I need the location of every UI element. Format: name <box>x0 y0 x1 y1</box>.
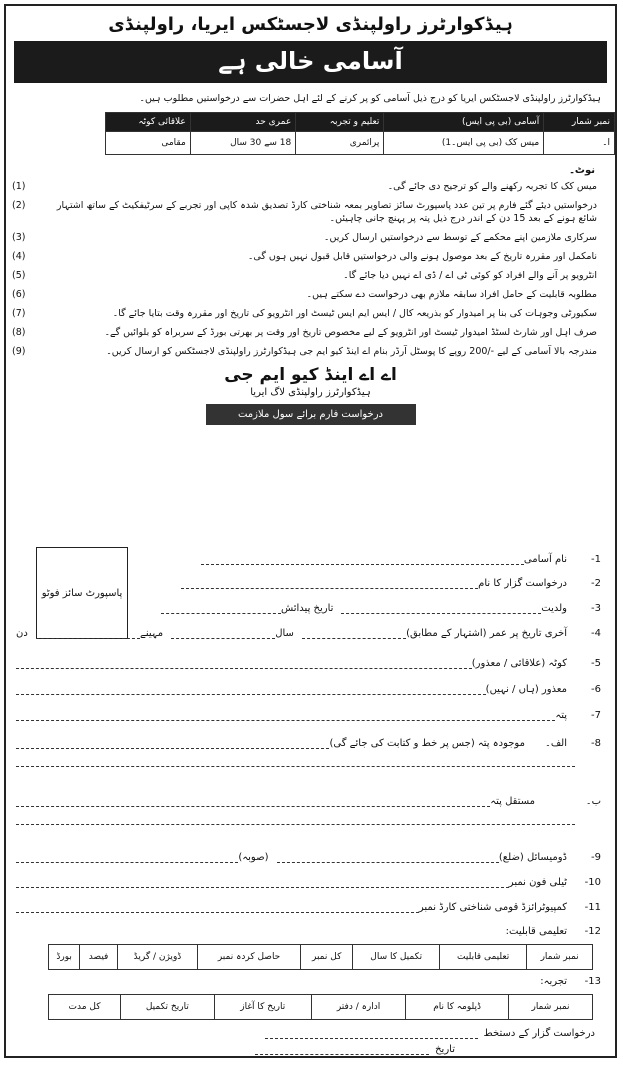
field-extra-label: تاریخ پیدائش <box>281 603 334 614</box>
field-month-label: مہینے <box>139 628 164 639</box>
education-col-header: نمبر شمار <box>527 945 593 970</box>
field-permanent-address <box>16 796 601 807</box>
vacancy-banner: آسامی خالی ہے <box>14 41 607 83</box>
note-text: نامکمل اور مقررہ تاریخ کے بعد موصول ہونے والی درخواستیں قابل قبول نہیں ہوں گی۔ <box>247 251 597 262</box>
field-age <box>16 628 601 639</box>
field-year-label: سال <box>275 628 294 639</box>
field-number: -4 <box>591 628 601 639</box>
post-cell: پرائمری <box>296 132 384 155</box>
experience-col-header: تاریخ کا آغاز <box>214 995 311 1020</box>
note-text: مطلوبہ قابلیت کے حامل افراد سابقہ ملازم بھی درخواست دے سکتے ہیں۔ <box>306 289 597 300</box>
field-number: -2 <box>591 578 601 589</box>
field-input-line[interactable] <box>302 628 406 639</box>
field-number: -11 <box>584 902 601 913</box>
header-title: ہیڈکوارٹرز راولپنڈی لاجسٹکس ایریا، راولپنڈی <box>108 14 513 35</box>
field-label: نام آسامی <box>523 554 567 565</box>
org-title: اے اے اینڈ کیو ایم جی <box>224 365 397 385</box>
field-day-label: دن <box>16 628 28 639</box>
field-input-line[interactable] <box>181 578 478 589</box>
experience-col-header: ادارہ / دفتر <box>311 995 405 1020</box>
field-label: کوٹہ (علاقائی / معذور) <box>471 658 567 669</box>
note-number: (1) <box>12 181 26 192</box>
advertisement-page <box>4 4 617 1058</box>
note-item <box>6 250 615 263</box>
field-label: پتہ <box>555 710 567 721</box>
field-number: -3 <box>591 603 601 614</box>
experience-col-header: کل مدت <box>49 995 121 1020</box>
note-item <box>6 345 615 358</box>
field-number: -1 <box>591 554 601 565</box>
note-text: صرف اہل اور شارٹ لسٹڈ امیدوار ٹیسٹ اور انٹرویو کے لیے مخصوص تاریخ اور وقت پر بھرتی بورڈ کے سربراہ کو بلوائیں گے۔ <box>104 327 597 338</box>
field-label: معذور (ہاں / نہیں) <box>485 684 567 695</box>
field-input-line[interactable] <box>36 628 140 639</box>
post-cell: مقامی <box>106 132 191 155</box>
field-permanent-address-line2 <box>16 814 601 825</box>
experience-table <box>48 994 593 1020</box>
field-domicile <box>16 852 601 863</box>
field-number: -7 <box>591 710 601 721</box>
education-col-header: حاصل کردہ نمبر <box>198 945 301 970</box>
note-item <box>6 288 615 301</box>
post-cell: ا۔ <box>544 132 615 155</box>
intro-text: ہیڈکوارٹرز راولپنڈی لاجسٹکس ایریا کو درج ذیل آسامی کو پر کرنے کے لئے اہل حضرات سے درخواستیں مطلوب ہیں۔ <box>139 93 601 104</box>
field-number: -8 <box>591 738 601 749</box>
post-col-header: نمبر شمار <box>544 113 615 132</box>
field-current-address <box>16 738 601 749</box>
note-item <box>6 231 615 244</box>
education-col-header: کل نمبر <box>300 945 352 970</box>
field-number: -5 <box>591 658 601 669</box>
field-input-line[interactable] <box>16 902 419 913</box>
field-cnic <box>16 902 601 913</box>
field-number: -10 <box>584 877 601 888</box>
field-number: -6 <box>591 684 601 695</box>
field-number: -13 <box>584 976 601 987</box>
field-input-line[interactable] <box>277 852 499 863</box>
post-table <box>105 112 615 155</box>
field-education-label <box>16 926 601 937</box>
org-subtitle: ہیڈکوارٹرز راولپنڈی لاگ ایریا <box>250 387 371 398</box>
education-col-header: فیصد <box>80 945 117 970</box>
note-number: (5) <box>12 270 26 281</box>
note-text: مندرجہ بالا آسامی کے لیے -/200 روپے کا پوسٹل آرڈر بنام اے اینڈ کیو ایم جی ہیڈکوارٹرز راولپنڈی لاجسٹکس کو ارسال کریں۔ <box>106 346 597 357</box>
note-text: میس کک کا تجربہ رکھنے والے کو ترجیح دی جائے گی۔ <box>387 181 597 192</box>
field-post-name <box>201 554 601 565</box>
note-number: (3) <box>12 232 26 243</box>
field-label: ڈومیسائل (ضلع) <box>498 852 567 863</box>
field-input-line[interactable] <box>16 877 509 888</box>
note-item <box>6 307 615 320</box>
field-number: ب۔ <box>585 796 601 807</box>
field-input-line[interactable] <box>171 628 275 639</box>
experience-col-header: نمبر شمار <box>509 995 593 1020</box>
field-label: درخواست گزار کا نام <box>478 578 567 589</box>
field-label: آخری تاریخ پر عمر (اشتہار کے مطابق) <box>406 628 567 639</box>
signature-date <box>255 1044 455 1055</box>
note-text: انٹرویو پر آنے والے افراد کو کوئی ٹی اے / ڈی اے نہیں دیا جائے گا۔ <box>343 270 597 281</box>
field-extra-label: (صوبہ) <box>238 852 269 863</box>
field-label: الف۔ <box>544 738 567 749</box>
post-col-header: عمری حد <box>190 113 295 132</box>
notes-list <box>6 180 615 358</box>
note-text: درخواستیں دیئے گئے فارم پر تین عدد پاسپورٹ سائز تصاویر بمعہ شناختی کارڈ تصدیق شدہ کاپی اور تجربے کے سرٹیفکیٹ کے ساتھ اشتہار شائع ہونے کے بعد 15 دن کے اندر درج ذیل پتہ پر پہنچ جانی چاہیئں۔ <box>56 200 597 224</box>
note-number: (6) <box>12 289 26 300</box>
field-sub-label: موجودہ پتہ (جس پر خط و کتابت کی جائے گی) <box>329 738 525 749</box>
note-text: سکیورٹی وجوہات کی بنا پر امیدوار کو بذریعہ کال / ایس ایم ایس ٹیسٹ اور انٹرویو کی تاریخ اور مقررہ وقت بتایا جائے گا۔ <box>112 308 597 319</box>
post-col-header: تعلیم و تجربہ <box>296 113 384 132</box>
applicant-signature <box>265 1028 595 1039</box>
field-number: -12 <box>584 926 601 937</box>
field-label: مستقل پتہ <box>490 796 535 807</box>
education-table-header <box>49 945 593 970</box>
note-number: (2) <box>12 200 26 211</box>
note-number: (9) <box>12 346 26 357</box>
experience-table-header <box>49 995 593 1020</box>
experience-col-header: ڈپلومہ کا نام <box>406 995 509 1020</box>
field-label: کمپیوٹرائزڈ قومی شناختی کارڈ نمبر <box>418 902 567 913</box>
note-item <box>6 326 615 339</box>
field-input-line[interactable] <box>16 756 575 767</box>
field-number: -9 <box>591 852 601 863</box>
field-input-line[interactable] <box>161 603 281 614</box>
education-col-header: ڈویژن / گریڈ <box>117 945 197 970</box>
note-item <box>6 199 615 225</box>
note-number: (7) <box>12 308 26 319</box>
field-applicant-name <box>181 578 601 589</box>
field-input-line[interactable] <box>16 796 490 807</box>
field-label: ولدیت <box>541 603 567 614</box>
field-input-line[interactable] <box>16 710 555 721</box>
education-col-header: تعلیمی قابلیت <box>440 945 527 970</box>
note-item <box>6 269 615 282</box>
field-input-line[interactable] <box>16 814 575 825</box>
date-line[interactable] <box>255 1044 429 1055</box>
note-number: (4) <box>12 251 26 262</box>
field-label: ٹیلی فون نمبر <box>508 877 567 888</box>
note-item <box>6 180 615 193</box>
field-experience-label <box>16 976 601 987</box>
field-label: تعلیمی قابلیت: <box>505 926 567 937</box>
field-address <box>16 710 601 721</box>
education-table <box>48 944 593 970</box>
form-title: درخواست فارم برائے سول ملازمت <box>206 404 416 425</box>
field-disabled <box>16 684 601 695</box>
field-input-line[interactable] <box>16 658 472 669</box>
date-label: تاریخ <box>435 1044 455 1055</box>
note-number: (8) <box>12 327 26 338</box>
post-col-header: علاقائی کوٹہ <box>106 113 191 132</box>
note-text: سرکاری ملازمین اپنے محکمے کے توسط سے درخواستیں ارسال کریں۔ <box>323 232 597 243</box>
field-input-line[interactable] <box>16 684 486 695</box>
education-col-header: تکمیل کا سال <box>353 945 440 970</box>
notes-title: نوٹ۔ <box>569 165 595 176</box>
signature-line[interactable] <box>265 1028 478 1039</box>
post-cell: میس کک (بی پی ایس۔1) <box>384 132 544 155</box>
field-phone <box>16 877 601 888</box>
photo-box: پاسپورٹ سائز فوٹو <box>36 547 128 639</box>
field-label: تجربہ: <box>540 976 567 987</box>
field-quota <box>16 658 601 669</box>
field-input-line[interactable] <box>201 554 524 565</box>
experience-col-header: تاریخ تکمیل <box>121 995 214 1020</box>
post-cell: 18 سے 30 سال <box>190 132 295 155</box>
post-table-row <box>106 132 615 155</box>
field-father-name <box>161 603 601 614</box>
field-input-line[interactable] <box>16 738 329 749</box>
education-col-header: بورڈ <box>49 945 80 970</box>
signature-label: درخواست گزار کے دستخط <box>483 1028 595 1039</box>
field-current-address-line2 <box>16 756 601 767</box>
field-input-line[interactable] <box>16 852 238 863</box>
post-col-header: آسامی (بی پی ایس) <box>384 113 544 132</box>
post-table-header <box>106 113 615 132</box>
field-input-line[interactable] <box>341 603 541 614</box>
